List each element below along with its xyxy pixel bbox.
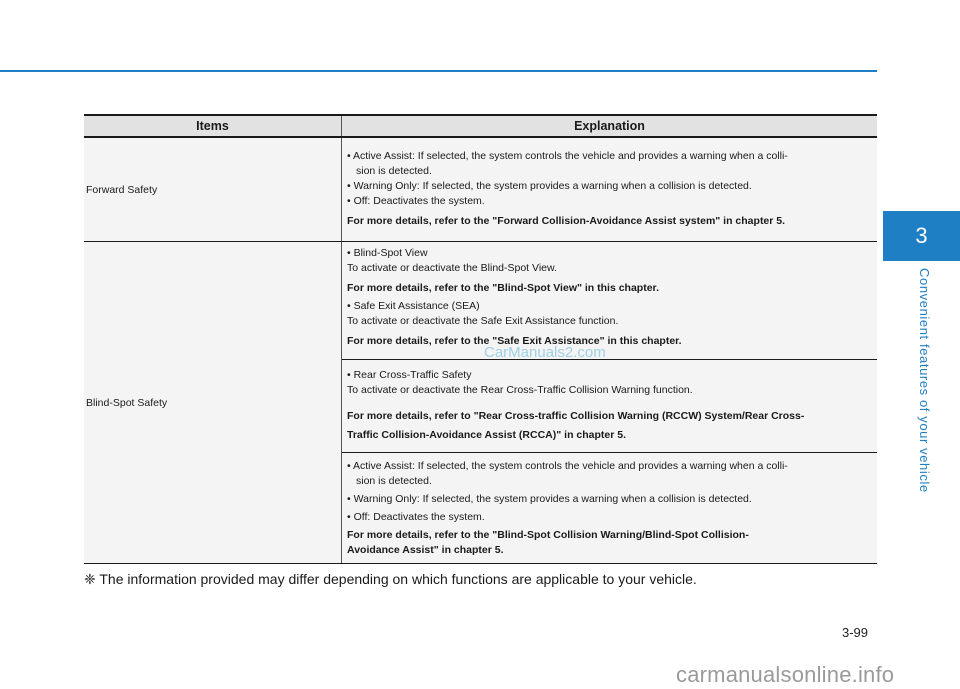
watermark-bottom: carmanualsonline.info: [676, 662, 895, 687]
chapter-number-tab: [883, 211, 960, 261]
reference-note: For more details, refer to "Rear Cross-traffic Collision Warning (RCCW) System/Rear Cross-: [347, 410, 805, 422]
explanation-line: sion is detected.: [356, 475, 432, 487]
table-header: [84, 114, 877, 138]
explanation-line: • Warning Only: If selected, the system provides a warning when a collision is detected.: [347, 180, 752, 192]
reference-note: For more details, refer to the "Blind-Spot View" in this chapter.: [347, 282, 659, 294]
chapter-title: Convenient features of your vehicle: [917, 268, 932, 493]
reference-note: Traffic Collision-Avoidance Assist (RCCA)" in chapter 5.: [347, 429, 626, 441]
reference-note: For more details, refer to the "Forward Collision-Avoidance Assist system" in chapter 5.: [347, 215, 786, 227]
block-view-and-sea: [342, 242, 877, 359]
feature-title: • Rear Cross-Traffic Safety: [347, 369, 472, 381]
feature-desc: To activate or deactivate the Safe Exit Assistance function.: [347, 315, 619, 327]
explanation-line: • Active Assist: If selected, the system controls the vehicle and provides a warning when a colli-: [347, 150, 788, 162]
feature-title: • Blind-Spot View: [347, 247, 428, 259]
explanation-line: • Warning Only: If selected, the system provides a warning when a collision is detected.: [347, 493, 752, 505]
settings-table: [84, 114, 877, 564]
explanation-line: • Active Assist: If selected, the system controls the vehicle and provides a warning when a colli-: [347, 460, 788, 472]
explanation-line: • Off: Deactivates the system.: [347, 195, 485, 207]
page-number: 3-99: [842, 625, 869, 640]
header-items: Items: [84, 116, 342, 136]
chapter-number: 3: [915, 223, 928, 248]
footnote: ❈ The information provided may differ depending on which functions are applicable to your vehicle.: [84, 571, 697, 587]
feature-title: • Safe Exit Assistance (SEA): [347, 300, 480, 312]
explanation-line: sion is detected.: [356, 165, 432, 177]
item-blind-spot-safety: Blind-Spot Safety: [84, 242, 342, 563]
feature-desc: To activate or deactivate the Rear Cross-Traffic Collision Warning function.: [347, 384, 693, 396]
explanation-blind-spot-safety: [342, 242, 877, 563]
reference-note: For more details, refer to the "Safe Exit Assistance" in this chapter.: [347, 335, 682, 347]
reference-note: For more details, refer to the "Blind-Spot Collision Warning/Blind-Spot Collision-: [347, 529, 749, 541]
feature-desc: To activate or deactivate the Blind-Spot View.: [347, 262, 557, 274]
explanation-line: • Off: Deactivates the system.: [347, 511, 485, 523]
table-row-forward-safety: [84, 138, 877, 242]
explanation-forward-safety: [342, 138, 877, 241]
header-rule: [0, 70, 877, 72]
block-collision-assist: [342, 452, 877, 562]
block-rear-cross-traffic: [342, 359, 877, 452]
table-row-blind-spot-safety: [84, 242, 877, 564]
item-forward-safety: Forward Safety: [84, 138, 342, 241]
reference-note: Avoidance Assist" in chapter 5.: [347, 544, 504, 556]
header-explanation: Explanation: [574, 119, 645, 133]
watermark-middle: CarManuals2.com: [484, 344, 606, 361]
